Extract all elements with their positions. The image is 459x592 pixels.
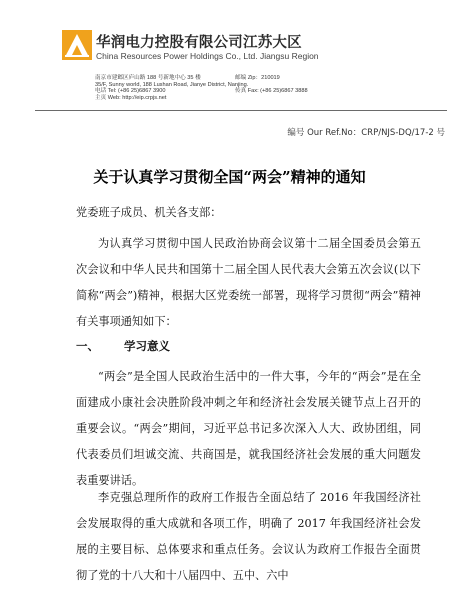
website[interactable]: 主页 Web: http://eip.crpjs.net	[95, 94, 167, 101]
company-name-en: China Resources Power Holdings Co., Ltd. Jiangsu Region	[96, 51, 319, 61]
reference-number: 编号 Our Ref.No：CRP/NJS-DQ/17-2 号	[287, 128, 445, 138]
paragraph-2: 李克强总理所作的政府工作报告全面总结了 2016 年我国经济社会发展取得的重大成就和各项工作，明确了 2017 年我国经济社会发展的主要目标、总体要求和重点任务。会议认为政府工作报告全面贯彻了党的十八大和十八届四中、五中、六中	[76, 491, 421, 582]
address-block	[95, 75, 308, 101]
zip-code: 邮编 Zip：210019	[235, 75, 280, 81]
address-en: 35/F, Sunny world, 188 Lushan Road, Jianye District, Nanjing.	[95, 81, 249, 88]
company-logo-icon	[62, 30, 92, 60]
salutation: 党委班子成员、机关各支部：	[76, 206, 222, 219]
fax: 传真 Fax: (+86 25)6867 3888	[235, 88, 308, 95]
company-name-cn: 华润电力控股有限公司江苏大区	[96, 35, 302, 51]
section-title: 学习意义	[124, 339, 170, 353]
section-heading	[76, 338, 170, 354]
telephone: 电话 Tel: (+86 25)6867 3900	[95, 88, 166, 95]
section-number: 一、	[76, 339, 99, 353]
address-cn: 南京市建邺区庐山路 188 号新地中心 35 楼	[95, 75, 201, 81]
paragraph-1: “两会”是全国人民政治生活中的一件大事，今年的“两会”是在全面建成小康社会决胜阶段冲刺之年和经济社会发展关键节点上召开的重要会议。“两会”期间，习近平总书记多次深入人大、政协团组，同代表委员们坦诚交流、共商国是，就我国经济社会发展的重大问题发表重要讲话。	[76, 370, 421, 487]
intro-paragraph: 为认真学习贯彻中国人民政治协商会议第十二届全国委员会第五次会议和中华人民共和国第十二届全国人民代表大会第五次会议(以下简称“两会”)精神，根据大区党委统一部署，现将学习贯彻“两会”精神有关事项通知如下：	[76, 237, 421, 328]
document-title: 关于认真学习贯彻全国“两会”精神的通知	[93, 168, 366, 186]
header-divider	[35, 110, 447, 111]
